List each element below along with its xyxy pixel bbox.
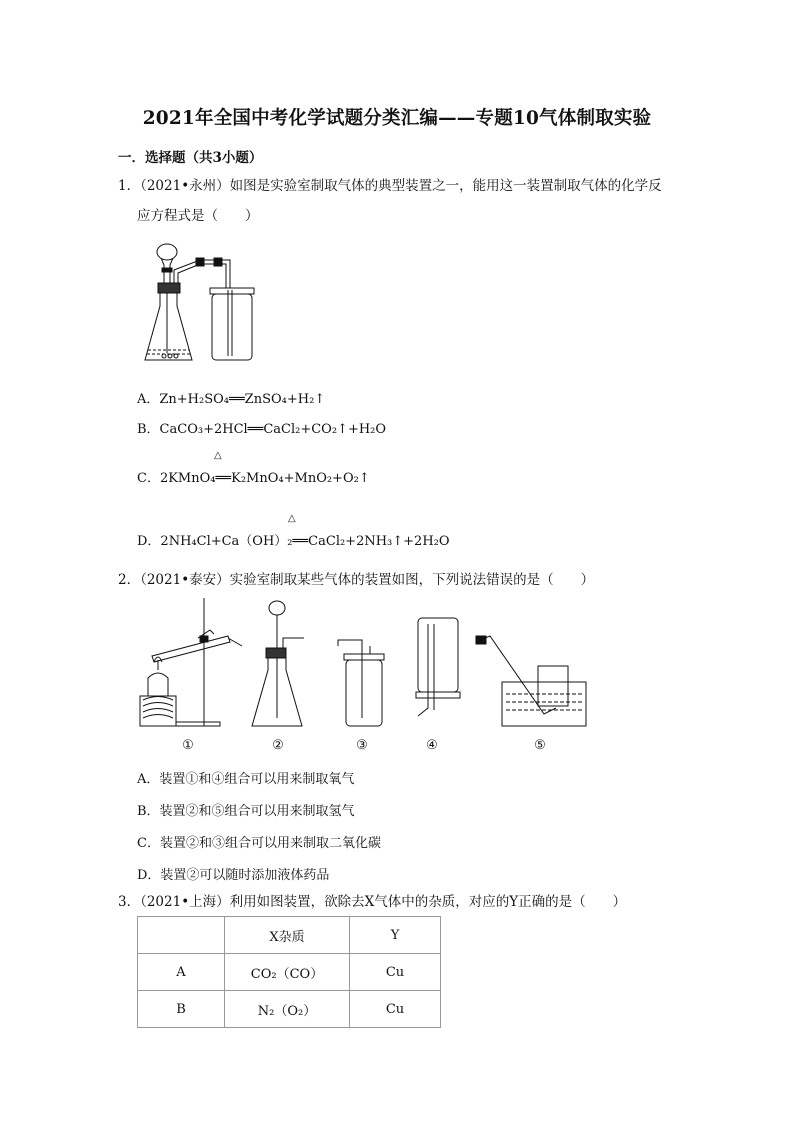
q2-label-2: ② bbox=[272, 738, 284, 753]
q2-option-d: D．装置②可以随时添加液体药品 bbox=[137, 868, 330, 883]
table-row bbox=[138, 954, 441, 991]
q3-table bbox=[137, 916, 441, 1028]
q1-d-heat-mark: △ bbox=[288, 513, 296, 524]
table-cell: Cu bbox=[350, 991, 441, 1028]
q1-stem-line2: 应方程式是（ ） bbox=[137, 208, 259, 224]
table-row bbox=[138, 991, 441, 1028]
document-title: 2021年全国中考化学试题分类汇编——专题10气体制取实验 bbox=[142, 108, 652, 129]
table-cell: N₂（O₂） bbox=[225, 991, 350, 1028]
q2-label-1: ① bbox=[182, 738, 194, 753]
q2-option-b: B．装置②和⑤组合可以用来制取氢气 bbox=[137, 804, 355, 819]
q1-apparatus-figure bbox=[140, 238, 270, 368]
q1-option-b: B．CaCO₃+2HCl══CaCl₂+CO₂↑+H₂O bbox=[137, 422, 387, 437]
table-header-cell: Y bbox=[350, 917, 441, 954]
q2-stem: 2．（2021•泰安）实验室制取某些气体的装置如图，下列说法错误的是（ ） bbox=[118, 572, 595, 588]
q1-stem-line1: 1．（2021•永州）如图是实验室制取气体的典型装置之一，能用这一装置制取气体的化学反 bbox=[118, 178, 662, 194]
table-cell: CO₂（CO） bbox=[225, 954, 350, 991]
section-heading: 一．选择题（共3小题） bbox=[118, 150, 263, 166]
table-cell: B bbox=[138, 991, 225, 1028]
table-header-cell: X杂质 bbox=[225, 917, 350, 954]
q2-label-5: ⑤ bbox=[534, 738, 546, 753]
q1-option-d: D．2NH₄Cl+Ca（OH）₂══CaCl₂+2NH₃↑+2H₂O bbox=[137, 534, 450, 549]
q2-apparatus-figure bbox=[140, 598, 590, 734]
q1-option-c: C．2KMnO₄══K₂MnO₄+MnO₂+O₂↑ bbox=[137, 471, 370, 486]
table-cell: A bbox=[138, 954, 225, 991]
q2-option-a: A．装置①和④组合可以用来制取氧气 bbox=[137, 772, 355, 787]
table-cell: Cu bbox=[350, 954, 441, 991]
q1-option-a: A．Zn+H₂SO₄══ZnSO₄+H₂↑ bbox=[137, 392, 326, 407]
q2-label-3: ③ bbox=[356, 738, 368, 753]
q2-option-c: C．装置②和③组合可以用来制取二氧化碳 bbox=[137, 836, 381, 851]
table-header-cell bbox=[138, 917, 225, 954]
q2-label-4: ④ bbox=[426, 738, 438, 753]
table-header-row bbox=[138, 917, 441, 954]
q1-c-heat-mark: △ bbox=[214, 450, 222, 461]
q3-stem: 3．（2021•上海）利用如图装置，欲除去X气体中的杂质，对应的Y正确的是（ ） bbox=[118, 894, 627, 910]
